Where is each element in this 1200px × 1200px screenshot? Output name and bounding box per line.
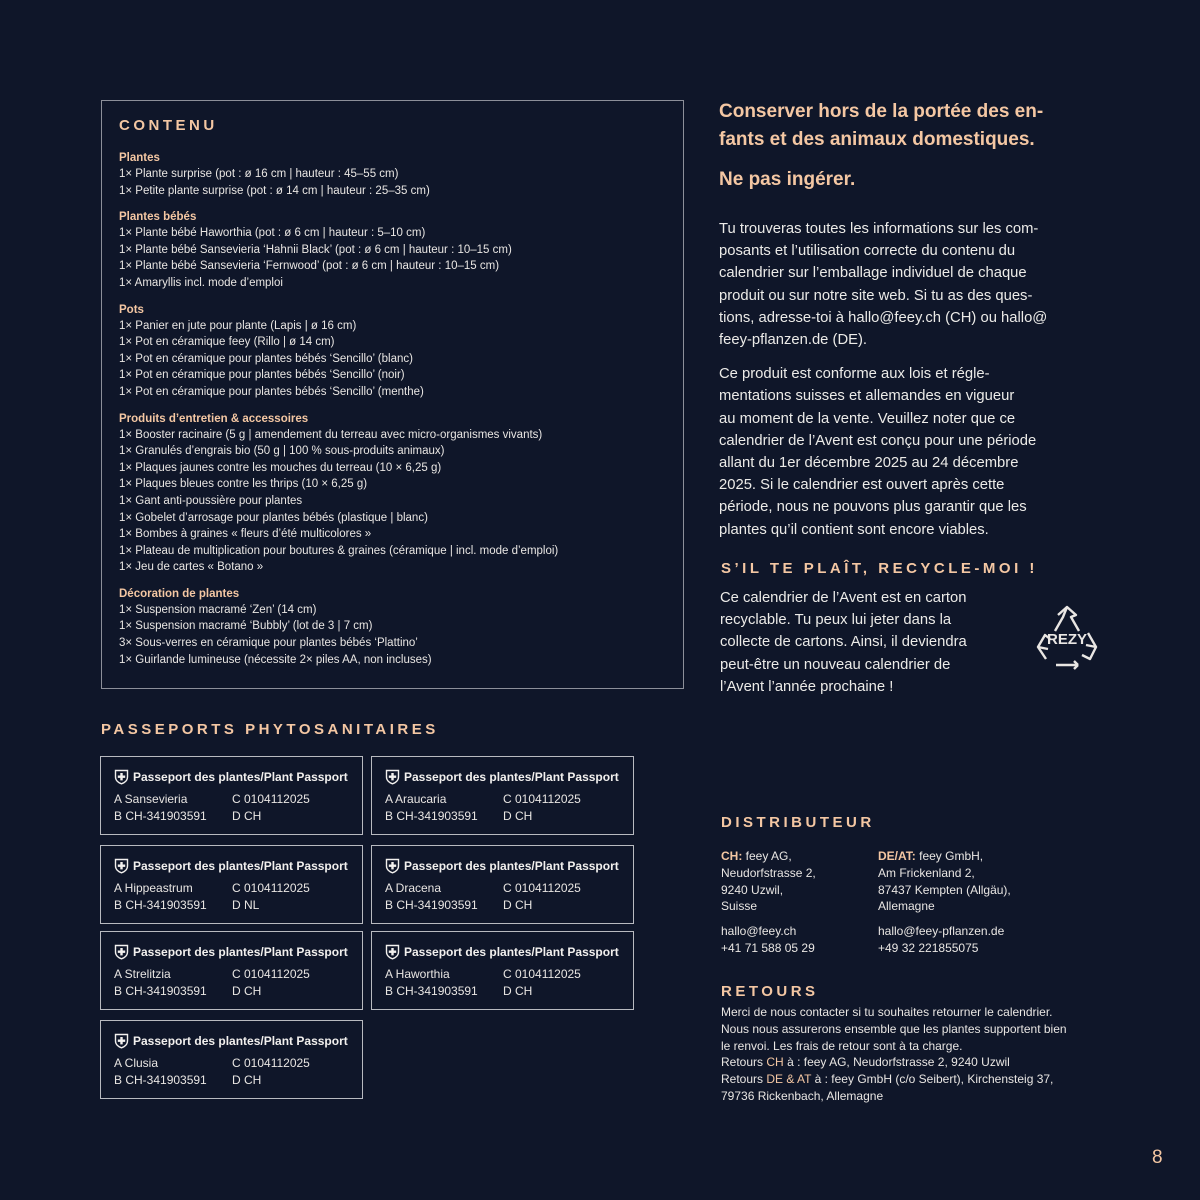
plant-passport-fields [385, 966, 633, 999]
recycle-text [720, 587, 1020, 698]
info-p2-line: plantes qu’il contient sont encore viables. [719, 521, 989, 538]
swiss-shield-icon [385, 944, 400, 960]
info-p2-line: au moment de la vente. Veuillez noter que ce [719, 410, 1016, 427]
returns-de-prefix: Retours [721, 1072, 764, 1087]
distributor-de [878, 848, 1078, 957]
distributor-de-line-2: Am Frickenland 2, [878, 865, 975, 880]
contents-item: 1× Plaques bleues contre les thrips (10 × 6,25 g) [119, 478, 368, 491]
recycle-line: collecte de cartons. Ainsi, il deviendra [720, 634, 967, 651]
contents-item: 1× Plaques jaunes contre les mouches du terreau (10 × 6,25 g) [119, 461, 442, 474]
passport-field-a: A Haworthia [385, 967, 450, 981]
plant-passport-card [371, 931, 634, 1010]
passport-field-d: D CH [503, 983, 533, 998]
contents-item: 1× Pot en céramique pour plantes bébés ‘Sencillo’ (blanc) [119, 352, 413, 365]
returns-line-3: le renvoi. Les frais de retour sont à ta charge. [721, 1038, 963, 1053]
plant-passport-fields [114, 880, 362, 913]
contents-item: 1× Granulés d’engrais bio (50 g | 100 % sous-produits animaux) [119, 445, 445, 458]
contents-item: 1× Pot en céramique pour plantes bébés ‘Sencillo’ (noir) [119, 369, 405, 382]
contents-item: 1× Gobelet d’arrosage pour plantes bébés (plastique | blanc) [119, 511, 428, 524]
returns-ch-prefix: Retours [721, 1055, 764, 1070]
swiss-shield-icon [114, 1033, 129, 1049]
returns-title: RETOURS [721, 983, 819, 1000]
contents-title: CONTENU [119, 117, 218, 134]
contents-item: 1× Booster racinaire (5 g | amendement du terreau avec micro-organismes vivants) [119, 428, 543, 441]
returns-line-2: Nous nous assurerons ensemble que les plantes supportent bien [721, 1021, 1067, 1036]
info-p2-line: mentations suisses et allemandes en vigueur [719, 388, 1015, 405]
distributor-de-phone: +49 32 221855075 [878, 940, 979, 955]
warning-line-1: Conserver hors de la portée des en- [719, 101, 1044, 122]
plant-passport-label: Passeport des plantes/Plant Passport [404, 945, 619, 959]
passport-field-a: A Araucaria [385, 792, 447, 806]
returns-de-line [721, 1071, 1101, 1088]
info-p1-line: tions, adresse-toi à hallo@feey.ch (CH) ou hallo@ [719, 309, 1048, 326]
swiss-shield-icon [385, 858, 400, 874]
contents-group [119, 411, 666, 576]
plant-passport-fields [385, 791, 633, 824]
contents-item: 1× Plante bébé Sansevieria ‘Hahnii Black’ (pot : ø 6 cm | hauteur : 10–15 cm) [119, 243, 512, 256]
distributor-ch-email[interactable]: hallo@feey.ch [721, 924, 797, 939]
warning-ingest: Ne pas ingérer. [719, 169, 856, 190]
passport-field-d: D CH [232, 1072, 262, 1087]
contents-group-title: Produits d’entretien & accessoires [119, 412, 309, 425]
returns-ch-address: à : feey AG, Neudorfstrasse 2, 9240 Uzwil [787, 1055, 1010, 1070]
recycle-line: peut-être un nouveau calendrier de [720, 656, 951, 673]
passport-field-b: B CH-341903591 [114, 808, 207, 823]
plant-passport-fields [114, 1055, 362, 1088]
passport-field-b: B CH-341903591 [114, 897, 207, 912]
passport-field-a: A Dracena [385, 881, 442, 895]
contents-group [119, 586, 666, 668]
distributor-ch-label: CH: [721, 849, 743, 863]
passport-field-b: B CH-341903591 [114, 1072, 207, 1087]
passport-field-c: C 0104112025 [503, 881, 581, 895]
contents-item: 1× Suspension macramé ‘Zen’ (14 cm) [119, 603, 317, 616]
rezy-recycle-icon [1030, 603, 1104, 677]
swiss-shield-icon [114, 944, 129, 960]
passport-field-b: B CH-341903591 [385, 808, 478, 823]
plant-passport-card [100, 1020, 363, 1099]
passport-field-d: D CH [503, 808, 533, 823]
plant-passport-label: Passeport des plantes/Plant Passport [404, 859, 619, 873]
plant-passport-label: Passeport des plantes/Plant Passport [404, 770, 619, 784]
plant-passport-header [114, 1033, 362, 1049]
distributor-ch [721, 848, 881, 957]
contents-item: 3× Sous-verres en céramique pour plantes bébés ‘Plattino’ [119, 637, 418, 650]
plant-passport-card [100, 756, 363, 835]
passport-field-a: A Strelitzia [114, 967, 171, 981]
contents-box [101, 100, 684, 689]
plant-passport-card [371, 845, 634, 924]
returns-text [721, 1004, 1101, 1105]
recycle-title: S’IL TE PLAÎT, RECYCLE-MOI ! [721, 560, 1038, 577]
passport-field-b: B CH-341903591 [385, 983, 478, 998]
plant-passport-card [371, 756, 634, 835]
info-paragraph-2 [719, 363, 1099, 541]
distributor-de-line-4: Allemagne [878, 899, 935, 914]
passport-field-d: D NL [232, 897, 260, 912]
contents-item: 1× Plante bébé Haworthia (pot : ø 6 cm | hauteur : 5–10 cm) [119, 227, 426, 240]
swiss-shield-icon [114, 858, 129, 874]
info-p1-line: posants et l’utilisation correcte du contenu du [719, 243, 1016, 260]
passport-field-c: C 0104112025 [232, 967, 310, 981]
recycle-line: l’Avent l’année prochaine ! [720, 678, 894, 695]
distributor-de-line-3: 87437 Kempten (Allgäu), [878, 882, 1011, 897]
passport-field-c: C 0104112025 [503, 967, 581, 981]
passport-field-c: C 0104112025 [232, 1056, 310, 1070]
returns-ch-line [721, 1054, 1101, 1071]
returns-de-address: à : feey GmbH (c/o Seibert), Kirchensteig 37, [814, 1072, 1054, 1087]
plant-passport-label: Passeport des plantes/Plant Passport [133, 945, 348, 959]
info-p2-line: Ce produit est conforme aux lois et régle- [719, 366, 990, 383]
passport-field-d: D CH [232, 983, 262, 998]
passport-field-c: C 0104112025 [232, 792, 310, 806]
plant-passport-header [114, 769, 362, 785]
recycle-line: recyclable. Tu peux lui jeter dans la [720, 612, 952, 629]
contents-groups [119, 150, 666, 668]
info-p1-line: Tu trouveras toutes les informations sur les com- [719, 221, 1039, 237]
contents-item: 1× Plateau de multiplication pour boutures & graines (céramique | incl. mode d’emploi) [119, 544, 559, 557]
plant-passport-fields [385, 880, 633, 913]
plant-passport-header [114, 944, 362, 960]
contents-item: 1× Jeu de cartes « Botano » [119, 561, 264, 574]
contents-item: 1× Plante bébé Sansevieria ‘Fernwood’ (pot : ø 6 cm | hauteur : 10–15 cm) [119, 260, 500, 273]
contents-group-title: Décoration de plantes [119, 587, 240, 600]
right-column [719, 98, 1099, 541]
contents-group [119, 302, 666, 401]
info-p1-line: feey-pflanzen.de (DE). [719, 332, 868, 349]
info-p1-line: calendrier sur l’emballage individuel de chaque [719, 265, 1027, 282]
contents-item: 1× Pot en céramique pour plantes bébés ‘Sencillo’ (menthe) [119, 385, 424, 398]
contents-group-title: Plantes bébés [119, 211, 197, 224]
returns-line-1: Merci de nous contacter si tu souhaites retourner le calendrier. [721, 1005, 1053, 1019]
info-p2-line: calendrier de l’Avent est conçu pour une période [719, 432, 1037, 449]
plant-passport-header [385, 769, 633, 785]
swiss-shield-icon [114, 769, 129, 785]
contents-group [119, 150, 666, 199]
distributor-ch-line-1: feey AG, [745, 849, 792, 863]
contents-item: 1× Gant anti-poussière pour plantes [119, 494, 303, 507]
contents-group-title: Plantes [119, 152, 160, 164]
plant-passport-card [100, 845, 363, 924]
contents-group-title: Pots [119, 303, 144, 316]
distributor-title: DISTRIBUTEUR [721, 814, 875, 831]
rezy-logo-text: REZY [1046, 631, 1088, 648]
recycle-line: Ce calendrier de l’Avent est en carton [720, 590, 967, 606]
passport-field-a: A Clusia [114, 1056, 159, 1070]
contents-item: 1× Pot en céramique feey (Rillo | ø 14 cm) [119, 336, 335, 349]
plant-passport-card [100, 931, 363, 1010]
distributor-ch-line-3: 9240 Uzwil, [721, 882, 784, 897]
contents-item: 1× Guirlande lumineuse (nécessite 2× piles AA, non incluses) [119, 653, 432, 666]
contents-item: 1× Plante surprise (pot : ø 16 cm | hauteur : 45–55 cm) [119, 168, 399, 180]
passport-field-b: B CH-341903591 [385, 897, 478, 912]
plant-passport-fields [114, 966, 362, 999]
returns-de-line-2: 79736 Rickenbach, Allemagne [721, 1088, 884, 1103]
plant-passport-header [385, 944, 633, 960]
info-p1-line: produit ou sur notre site web. Si tu as des ques- [719, 287, 1033, 304]
distributor-ch-phone: +41 71 588 05 29 [721, 940, 815, 955]
contents-item: 1× Bombes à graines « fleurs d’été multicolores » [119, 528, 372, 541]
plant-passport-label: Passeport des plantes/Plant Passport [133, 859, 348, 873]
contents-item: 1× Panier en jute pour plante (Lapis | ø 16 cm) [119, 319, 357, 332]
returns-ch-code: CH [766, 1055, 784, 1070]
info-p2-line: allant du 1er décembre 2025 au 24 décembre [719, 455, 1019, 472]
plant-passport-header [114, 858, 362, 874]
passport-field-c: C 0104112025 [232, 881, 310, 895]
warning-text [719, 98, 1099, 154]
passport-field-a: A Sansevieria [114, 792, 188, 806]
plant-passport-label: Passeport des plantes/Plant Passport [133, 770, 348, 784]
plant-passport-label: Passeport des plantes/Plant Passport [133, 1034, 348, 1048]
passport-field-d: D CH [503, 897, 533, 912]
plant-passport-fields [114, 791, 362, 824]
distributor-de-line-1: feey GmbH, [919, 849, 984, 863]
passport-field-a: A Hippeastrum [114, 881, 193, 895]
info-p2-line: période, nous ne pouvons plus garantir que les [719, 499, 1027, 516]
warning-line-2: fants et des animaux domestiques. [719, 129, 1035, 150]
info-paragraph-1 [719, 218, 1099, 351]
distributor-de-email[interactable]: hallo@feey-pflanzen.de [878, 924, 1005, 939]
distributor-ch-line-2: Neudorfstrasse 2, [721, 865, 816, 880]
distributor-de-label: DE/AT: [878, 849, 916, 863]
contents-item: 1× Suspension macramé ‘Bubbly’ (lot de 3 | 7 cm) [119, 620, 373, 633]
plant-passport-header [385, 858, 633, 874]
passport-field-b: B CH-341903591 [114, 983, 207, 998]
passport-field-c: C 0104112025 [503, 792, 581, 806]
passports-title: PASSEPORTS PHYTOSANITAIRES [101, 721, 439, 738]
page-number: 8 [1152, 1147, 1163, 1168]
swiss-shield-icon [385, 769, 400, 785]
info-p2-line: 2025. Si le calendrier est ouvert après cette [719, 477, 1005, 494]
contents-item: 1× Petite plante surprise (pot : ø 14 cm | hauteur : 25–35 cm) [119, 184, 430, 197]
passport-field-d: D CH [232, 808, 262, 823]
contents-item: 1× Amaryllis incl. mode d’emploi [119, 276, 283, 289]
contents-group [119, 209, 666, 291]
returns-de-code: DE & AT [766, 1072, 812, 1087]
distributor-ch-line-4: Suisse [721, 899, 758, 914]
